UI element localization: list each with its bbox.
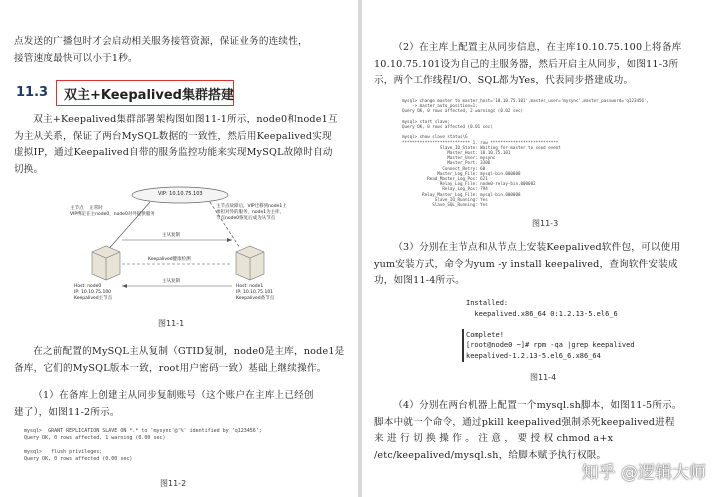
terminal-edge [462, 329, 464, 362]
code-screenshot-fig2: mysql> GRANT REPLICATION SLAVE ON *.* to 'mysync'@'%' identified by 'q123456'; Query OK, 0 rows affected, 1 warning (0.00 sec) mysql> flush privileges; Query OK, 0 rows affected (0.00 sec) [24, 428, 262, 462]
server-node0-icon [92, 246, 120, 280]
watermark: 知乎 @逻辑大师 [581, 463, 706, 483]
arrow-head [122, 284, 127, 288]
text-line: 为主从关系，保证了两台MySQL数据的一致性，然后用Keepalived实现 [14, 130, 332, 142]
text-line: （1）在备库上创建主从同步复制账号（这个账户在主库上已经创 [33, 390, 314, 401]
figure-caption: 图11-3 [532, 219, 559, 228]
text-line: 建了），如图11-2所示。 [14, 406, 120, 418]
node0-label: Host: node0 IP: 10.10.75.100 Keepalived主节点 [74, 284, 113, 301]
text-line: /etc/keepalived/mysql.sh，给脚本赋予执行权限。 [374, 449, 607, 461]
text-line: 脚本中就一个命令，通过pkill keepalived强制杀死keepalived进程 [374, 416, 675, 428]
right-page [362, 0, 720, 497]
vip-label: VIP: 10.10.75.103 [158, 191, 203, 197]
left-page [0, 0, 358, 497]
paragraph-step2 [374, 40, 712, 90]
figure-caption: 图11-4 [530, 373, 557, 382]
text-line: yum安装方式，命令为yum -y install keepalived，查询软件安装成 [374, 258, 678, 270]
figure-caption: 图11-2 [160, 479, 187, 488]
text-line: （3）分别在主节点和从节点上安装Keepalived软件包，可以使用 [393, 242, 681, 253]
intro-paragraph [14, 34, 349, 67]
text-line: 10.10.75.101设为自己的主服务器，然后开启主从同步，如图11-3所 [374, 58, 679, 70]
text-line: （2）在主库上配置主从同步信息，在主库10.10.75.100上将备库 [393, 42, 682, 53]
paragraph-prerequisite [14, 344, 349, 377]
text-line: 示，两个工作线程I/O、SQL都为Yes，代表同步搭建成功。 [374, 75, 634, 86]
text-line: 虚拟IP，通过Keepalived自带的服务监控功能来实现MySQL故障时自动 [14, 147, 333, 158]
arrow-head [227, 238, 232, 242]
terminal-output: Installed: keepalived.x86_64 0:1.2.13-5.el6_6 Complete! [root@node0 ~]# rpm -qa |grep keepalived keepalived-1.2.13-5.el6_6.x86_64 [466, 299, 635, 360]
replicate-bottom-label: 主从复制 [162, 279, 180, 284]
diagram-left-note: 主节点 正常时 VIP绑定在主node0，node0对外提供服务 [70, 206, 155, 217]
section-number: 11.3 [16, 85, 49, 100]
text-line: 备库，它们的MySQL版本一致，root用户密码一致）基础上继续操作。 [14, 362, 327, 374]
paragraph-step1 [14, 388, 349, 421]
text-line: 接管速度最快可以小于1秒。 [14, 52, 138, 64]
section-heading [14, 80, 344, 106]
figure-caption: 图11-1 [158, 319, 185, 328]
text-line: 双主+Keepalived集群部署架构图如图11-1所示，node0和node1互 [33, 114, 338, 125]
replicate-top-label: 主从复制 [162, 233, 180, 238]
text-line: 点发送的广播包时才会启动相关服务接管资源，保证业务的连续性， [14, 36, 308, 47]
section-title: 双主+Keepalived集群搭建 [64, 88, 234, 103]
text-line: 在之前配置的MySQL主从复制（GTID复制，node0是主库，node1是 [33, 346, 345, 357]
text-line: （4）分别在两台机器上配置一个mysql.sh脚本，如图11-5所示。 [393, 400, 682, 411]
text-line: 功，如图11-4所示。 [374, 275, 465, 286]
architecture-diagram [40, 182, 320, 312]
paragraph-architecture [14, 112, 349, 178]
server-node1-icon [236, 246, 264, 280]
heartbeat-label: Keepalived健康检测 [148, 257, 191, 262]
paragraph-step3 [374, 240, 712, 290]
code-screenshot-fig4 [462, 298, 702, 362]
text-line: 切换。 [14, 163, 44, 175]
node1-label: Host: node1 IP: 10.10.75.101 Keepalived备节点 [236, 284, 275, 301]
paragraph-step4 [374, 398, 712, 464]
text-line: 来 进 行 切 换 操 作 。 注 意 ， 要 授 权 chmod a+x [374, 433, 614, 444]
code-screenshot-fig3: mysql> change master to master_host='10.10.75.101',master_user='mysync',master_password='q123456', -> master_auto_position=1; Query OK, 0 rows affected, 2 warnings (0.02 sec) mysql> start slave; Query OK, 0 rows affected (0.01 sec) mysql> show slave status\G *************************** 1. row *************************** Slave_IO_State: Waiting for master to send event Master_Host: 10.10.75.101 Master_User: mysync Master_Port: 3306 Connect_Retry: 60 Master_Log_File: mysql-bin.000008 Read_Master_Log_Pos: 621 Relay_Log_File: node0-relay-bin.000002 Relay_Log_Pos: 794 Relay_Master_Log_File: mysql-bin.000008 Slave_IO_Running: Yes Slave_SQL_Running: Yes [402, 98, 650, 208]
diagram-right-note: 主节点故障后，VIP迁移到node1上 承担对外的服务，node1为主库， 节点node0恢复后成为从节点 [216, 204, 287, 221]
